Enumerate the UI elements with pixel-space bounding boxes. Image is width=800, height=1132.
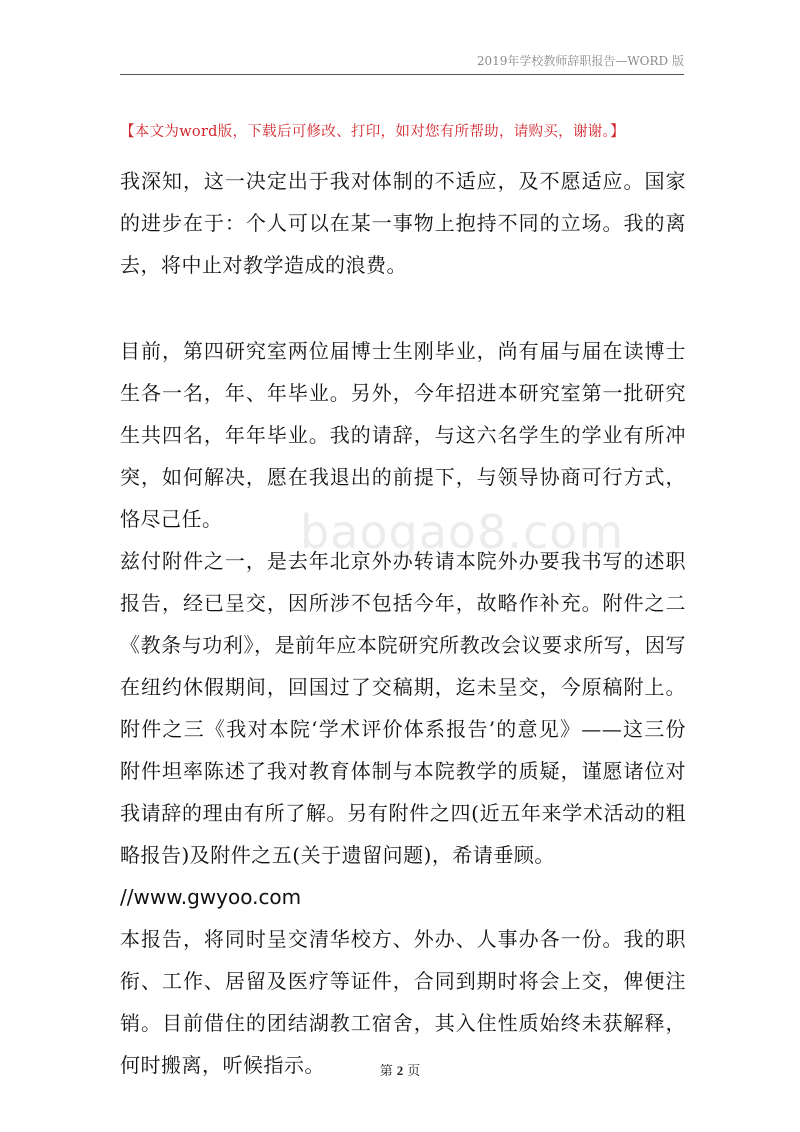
watermark-text: baogao8.com: [300, 505, 625, 559]
page-number: 2: [396, 1063, 404, 1078]
page-number-suffix: 页: [407, 1064, 421, 1079]
page-header: 2019年学校教师辞职报告—WORD 版: [476, 54, 684, 68]
paragraph-3: [120, 540, 686, 918]
paragraph-4: 本报告，将同时呈交清华校方、外办、人事办各一份。我的职衔、工作、居留及医疗等证件，合同到期时将会上交，俾便注销。目前借住的团结湖教工宿舍，其入住性质始终未获解释，何时搬离，听候指示。: [120, 927, 686, 1077]
page-footer: [0, 1060, 800, 1079]
paragraph-2: 目前，第四研究室两位届博士生刚毕业，尚有届与届在读博士生各一名，年、年毕业。另外，今年招进本研究室第一批研究生共四名，年年毕业。我的请辞，与这六名学生的学业有所冲突，如何解决，愿在我退出的前提下，与领导协商可行方式，恪尽己任。: [120, 339, 686, 531]
paragraph-3-text: 兹付附件之一，是去年北京外办转请本院外办要我书写的述职报告，经已呈交，因所涉不包括今年，故略作补充。附件之二《教条与功利》，是前年应本院研究所教改会议要求所写，因写在纽约休假期间，回国过了交稿期，迄未呈交，今原稿附上。附件之三《我对本院‘学术评价体系报告’的意见》——这三份附件坦率陈述了我对教育体制与本院教学的质疑，谨愿诸位对我请辞的理由有所了解。另有附件之四(近五年来学术活动的粗略报告)及附件之五(关于遗留问题)，希请垂顾。: [120, 549, 686, 867]
page-number-prefix: 第: [379, 1064, 393, 1079]
paragraph-1: 我深知，这一决定出于我对体制的不适应，及不愿适应。国家的进步在于：个人可以在某一事物上抱持不同的立场。我的离去，将中止对教学造成的浪费。: [120, 169, 686, 277]
header-divider: [120, 74, 684, 75]
website-link[interactable]: //www.gwyoo.com: [120, 885, 302, 909]
download-notice: 【本文为word版，下载后可修改、打印，如对您有所帮助，请购买，谢谢。】: [120, 124, 625, 140]
